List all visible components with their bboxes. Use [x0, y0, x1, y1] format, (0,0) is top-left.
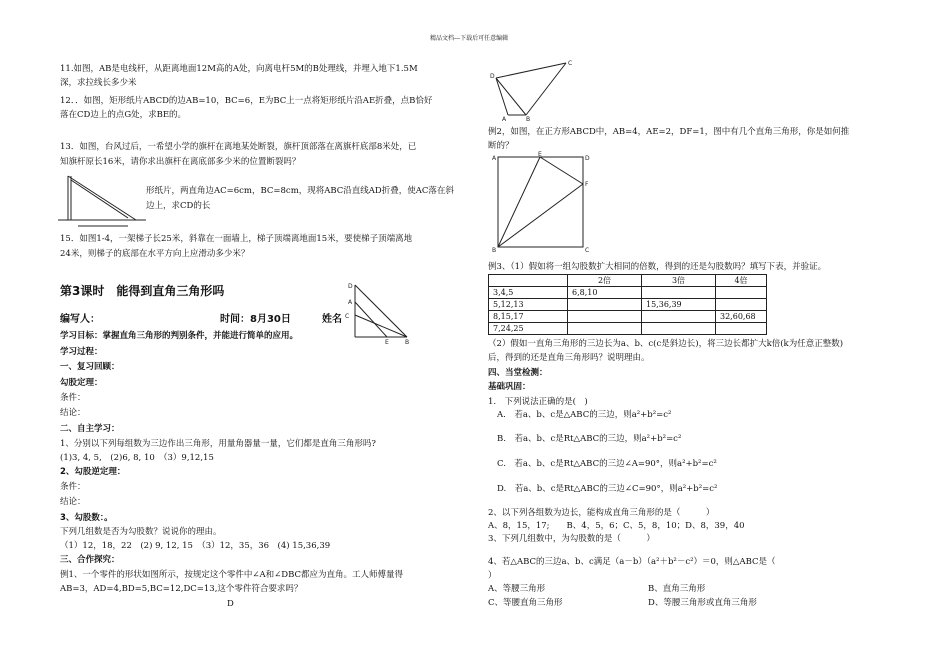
- mc-question-1: 1. 下列说法正确的是( ): [488, 397, 588, 407]
- problem-15-line2: 24米，则梯子的底部在水平方向上应滑动多少米？: [60, 249, 250, 259]
- table-cell: [716, 323, 767, 335]
- svg-text:B: B: [526, 116, 531, 123]
- table-cell: 3,4,5: [489, 287, 568, 299]
- svg-text:F: F: [585, 181, 589, 188]
- basic-consolidation: 基础巩固：: [488, 382, 531, 392]
- problem-14-line1: 形纸片，两直角边AC=6cm，BC=8cm，现将ABC沿直线AD折叠，使AC落在斜: [146, 186, 454, 196]
- mc-1-option-b: B. 若a、b、c是Rt△ABC的三边，则a²+b²=c²: [497, 434, 682, 444]
- problem-13-line1: 13．如图，台风过后，一希望小学的旗杆在离地某处断裂，旗杆顶部落在离旗杆底部8米处，已: [60, 142, 417, 152]
- pythagorean-triples: 3、勾股数：。: [60, 513, 113, 523]
- mc-4-option-c: C、等腰直角三角形: [488, 598, 563, 608]
- table-header: 4倍: [716, 275, 767, 287]
- table-cell: [642, 311, 716, 323]
- table-cell: [716, 299, 767, 311]
- problem-11-line2: 深，求拉线长多少米: [60, 78, 137, 88]
- quadrilateral-figure: [488, 58, 578, 123]
- problem-12-line2: 落在CD边上的点G处，求BE的。: [60, 110, 187, 120]
- example-3-part2-line2: 后，得到的还是直角三角形吗？说明理由。: [488, 353, 650, 363]
- mc-1-option-a: A. 若a、b、c是△ABC的三边，则a²+b²=c²: [497, 410, 672, 420]
- example-1-line1: 例1、一个零件的形状如图所示，按规定这个零件中∠A和∠DBC都应为直角。工人师傅量得: [60, 570, 404, 580]
- svg-text:B: B: [405, 339, 410, 346]
- svg-text:C: C: [585, 247, 590, 254]
- mc-4-option-a: A、等腰三角形: [488, 584, 546, 594]
- table-cell: 7,24,25: [489, 323, 568, 335]
- svg-text:D: D: [490, 73, 495, 80]
- mc-question-2: 2、以下列各组数为边长，能构成直角三角形的是（ ）: [488, 508, 715, 518]
- section-review: 一、复习回顾：: [60, 362, 120, 372]
- table-row: [489, 287, 767, 299]
- table-header: 2倍: [568, 275, 642, 287]
- mc-4-option-d: D、等腰三角形或直角三角形: [648, 598, 757, 608]
- page-header: 精品文档---下载后可任意编辑: [430, 35, 509, 42]
- mc-question-3: 3、下列几组数中，为勾股数的是（ ）: [488, 534, 655, 544]
- problem-15-line1: 15．如图1-4，一架梯子长25米，斜靠在一面墙上，梯子顶端离地面15米，要使梯子顶端离地: [60, 234, 413, 244]
- triples-question: 下列几组数是否为勾股数？说说你的理由。: [60, 527, 222, 537]
- converse-theorem: 2、勾股逆定理：: [60, 467, 126, 477]
- svg-text:B: B: [492, 247, 497, 254]
- mc-question-4-line2: ）: [488, 571, 497, 581]
- conclusion-2: 结论：: [60, 497, 86, 507]
- table-cell: 32,60,68: [716, 311, 767, 323]
- table-cell: [568, 311, 642, 323]
- table-cell: [642, 287, 716, 299]
- table-header: [489, 275, 568, 287]
- problem-12-line1: 12．．如图，矩形纸片ABCD的边AB=10，BC=6，E为BC上一点将矩形纸片沿AE折叠，点B恰好: [60, 96, 433, 106]
- condition-2: 条件：: [60, 482, 86, 492]
- table-cell: [568, 323, 642, 335]
- svg-text:E: E: [385, 339, 389, 346]
- example-2-line2: 断的？: [488, 141, 514, 151]
- table-cell: [716, 287, 767, 299]
- learning-goal: 学习目标：掌握直角三角形的判别条件，并能进行简单的应用。: [60, 331, 299, 341]
- triples-values: （1）12，18，22 (2) 9, 12, 15 （3）12，35，36 (4) 15,36,39: [60, 541, 331, 551]
- condition-1: 条件：: [60, 393, 86, 403]
- table-header-row: [489, 275, 767, 287]
- triples-table: [488, 274, 767, 335]
- table-row: [489, 311, 767, 323]
- figure-label-d: D: [227, 599, 234, 609]
- table-cell: [642, 323, 716, 335]
- mc-question-4-line1: 4、若△ABC的三边a、b、c满足（a－b）（a²＋b²－c²）＝0，则△ABC是（: [488, 557, 776, 567]
- square-abcd-figure: [490, 152, 590, 254]
- problem-14-line2: 边上，求CD的长: [146, 201, 211, 211]
- svg-text:A: A: [502, 116, 507, 123]
- svg-text:D: D: [585, 155, 590, 162]
- example-2-line1: 例2，如图，在正方形ABCD中，AB=4，AE=2，DF=1，图中有几个直角三角形，你是如何推: [488, 127, 850, 137]
- svg-text:C: C: [345, 313, 350, 320]
- problem-11-line1: 11.如图，AB是电线杆，从距离地面12M高的A处，向离电杆5M的B处理线，并埋入地下1.5M: [60, 64, 418, 74]
- table-cell: 15,36,39: [642, 299, 716, 311]
- svg-text:A: A: [492, 155, 497, 162]
- svg-text:D: D: [348, 283, 353, 290]
- pythagorean-theorem: 勾股定理：: [60, 378, 103, 388]
- table-cell: 6,8,10: [568, 287, 642, 299]
- section-check: 四、当堂检测：: [488, 368, 548, 378]
- example-3-part2-line1: （2）假如一直角三角形的三边长为a、b、c(c是斜边长)，将三边长都扩大k倍(k为任意正整数): [488, 339, 844, 349]
- svg-text:A: A: [348, 299, 353, 306]
- conclusion-1: 结论：: [60, 408, 86, 418]
- author-label: 编写人：: [60, 314, 100, 325]
- svg-text:C: C: [568, 60, 573, 67]
- section-cooperative: 三、合作探究：: [60, 555, 120, 565]
- table-header: 3倍: [642, 275, 716, 287]
- question-1-values: (1)3, 4, 5, (2)6, 8, 10 （3）9,12,15: [60, 453, 214, 463]
- date-label: 时间：8月30日: [220, 314, 291, 325]
- mc-4-option-b: B、直角三角形: [648, 584, 706, 594]
- mc-2-options: A、8，15，17; B、4，5，6；C、5，8，10；D、8，39，40: [488, 521, 745, 531]
- example-3: 例3、（1）假如将一组勾股数扩大相同的倍数，得到的还是勾股数吗？填写下表，并验证。: [488, 262, 827, 272]
- triangle-abcde-figure: [345, 280, 415, 345]
- section-self-study: 二、自主学习：: [60, 424, 120, 434]
- lesson-title: 第3课时 能得到直角三角形吗: [60, 284, 225, 298]
- mc-1-option-d: D. 若a、b、c是Rt△ABC的三边∠C=90°，则a²+b²=c²: [497, 484, 718, 494]
- question-1: 1、分别以下列每组数为三边作出三角形，用量角器量一量，它们都是直角三角形吗?: [60, 439, 376, 449]
- name-label: 姓名: [322, 314, 342, 325]
- table-cell: 8,15,17: [489, 311, 568, 323]
- flagpole-figure: [58, 168, 148, 230]
- example-1-line2: AB=3，AD=4,BD=5,BC=12,DC=13,这个零件符合要求吗？: [60, 584, 303, 594]
- problem-13-line2: 知旗杆原长16米，请你求出旗杆在离底部多少米的位置断裂吗？: [60, 157, 301, 167]
- table-row: [489, 323, 767, 335]
- table-cell: [568, 299, 642, 311]
- table-row: [489, 299, 767, 311]
- mc-1-option-c: C. 若a、b、c是Rt△ABC的三边∠A=90°，则a²+b²=c²: [497, 459, 717, 469]
- svg-text:E: E: [538, 151, 542, 158]
- table-cell: 5,12,13: [489, 299, 568, 311]
- learning-process: 学习过程：: [60, 347, 103, 357]
